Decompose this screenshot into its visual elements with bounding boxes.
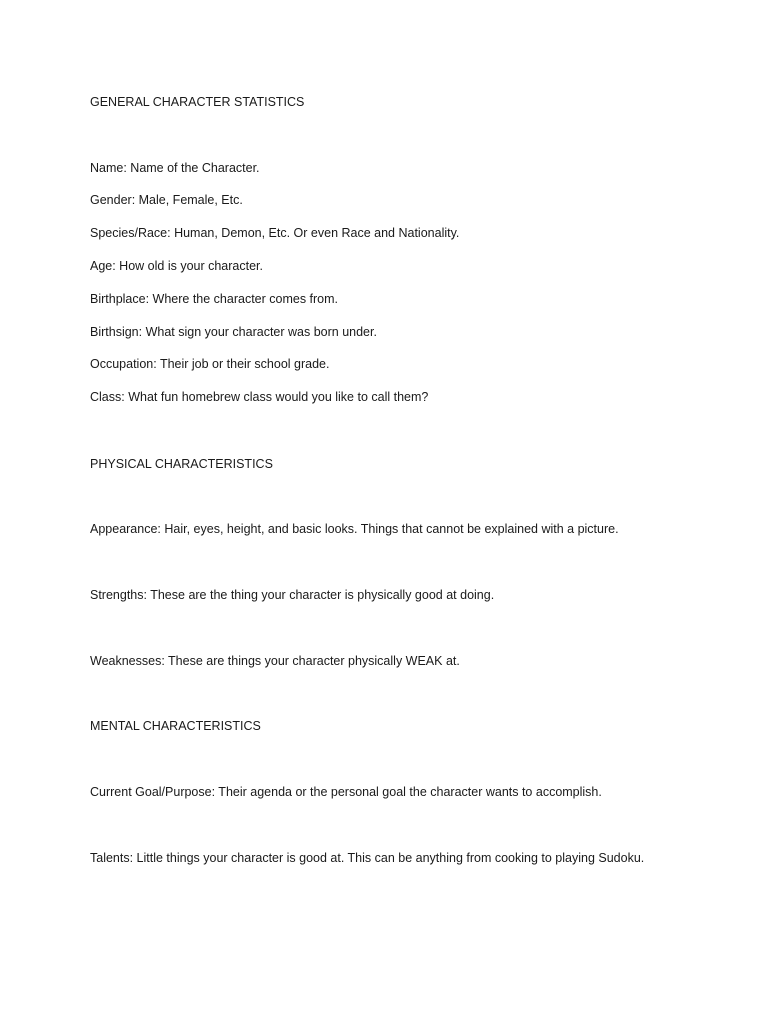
field-name: Name: Name of the Character.: [90, 161, 260, 175]
field-strengths: Strengths: These are the thing your character is physically good at doing.: [90, 588, 495, 602]
section-heading-general: GENERAL CHARACTER STATISTICS: [90, 95, 305, 109]
field-species-race: Species/Race: Human, Demon, Etc. Or even Race and Nationality.: [90, 226, 460, 240]
field-talents: Talents: Little things your character is good at. This can be anything from cooking to playing Sudoku.: [90, 851, 645, 865]
field-weaknesses: Weaknesses: These are things your character physically WEAK at.: [90, 654, 460, 668]
field-birthplace: Birthplace: Where the character comes from.: [90, 292, 339, 306]
field-class: Class: What fun homebrew class would you like to call them?: [90, 390, 429, 404]
field-appearance: Appearance: Hair, eyes, height, and basic looks. Things that cannot be explained with a picture.: [90, 522, 619, 536]
section-heading-physical: PHYSICAL CHARACTERISTICS: [90, 457, 273, 471]
field-current-goal: Current Goal/Purpose: Their agenda or the personal goal the character wants to accomplish.: [90, 785, 602, 799]
section-heading-mental: MENTAL CHARACTERISTICS: [90, 719, 261, 733]
field-gender: Gender: Male, Female, Etc.: [90, 193, 243, 207]
field-age: Age: How old is your character.: [90, 259, 263, 273]
field-occupation: Occupation: Their job or their school grade.: [90, 357, 330, 371]
field-birthsign: Birthsign: What sign your character was born under.: [90, 325, 377, 339]
